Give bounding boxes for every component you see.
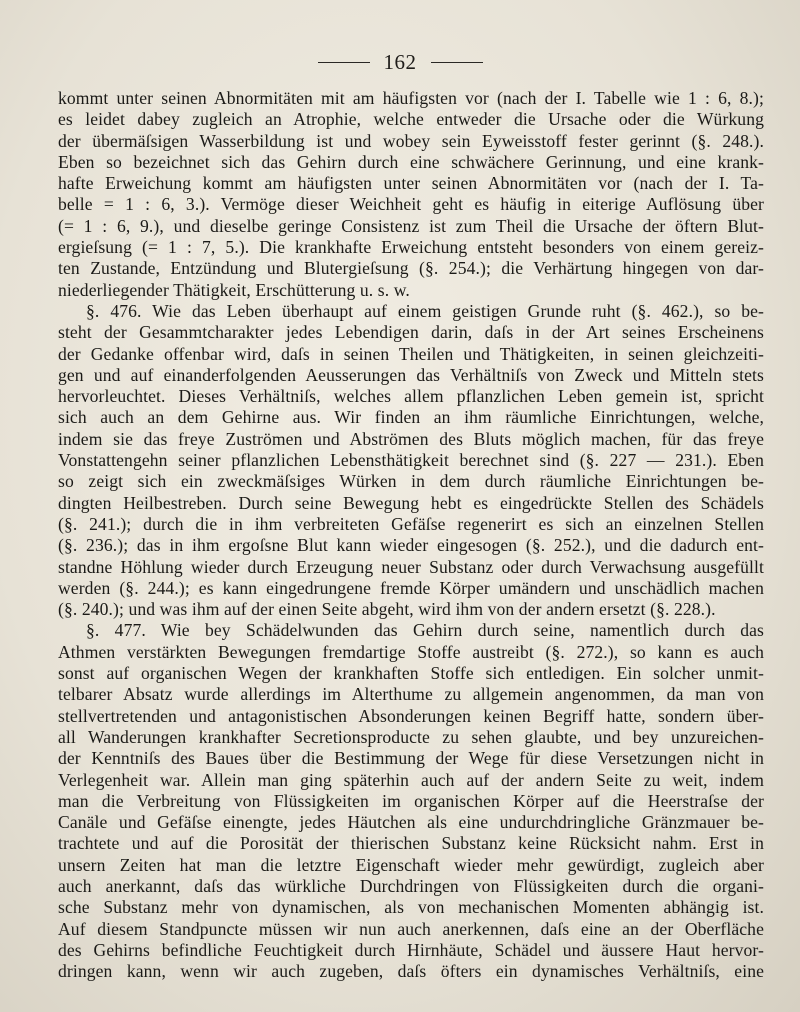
- text-line: standne Höhlung wieder durch Erzeugung neuer Substanz oder durch Verwachsung ausgefüllt: [58, 556, 764, 577]
- text-line: (= 1 : 6, 9.), und dieselbe geringe Consistenz ist zum Theil die Ursache der öftern Blut-: [58, 215, 764, 236]
- text-line: indem sie das freye Zuströmen und Abströmen des Bluts möglich machen, für das freye: [58, 428, 764, 449]
- text-line: man die Verbreitung von Flüssigkeiten im organischen Körper auf die Heerstraſse der: [58, 790, 764, 811]
- text-line: Athmen verstärkten Bewegungen fremdartige Stoffe austreibt (§. 272.), so kann es auch: [58, 641, 764, 662]
- page-number: 162: [383, 50, 417, 74]
- text-line: trachtete und auf die Porosität der thierischen Substanz keine Rücksicht nahm. Erst in: [58, 833, 764, 854]
- text-line: telbarer Absatz wurde allerdings im Alterthume zu allgemein angenommen, da man von: [58, 684, 764, 705]
- text-line: Verlegenheit war. Allein man ging späterhin auch auf der andern Seite zu weit, indem: [58, 769, 764, 790]
- text-line: der übermäſsigen Wasserbildung ist und wobey sein Eyweisstoff fester gerinnt (§. 248.).: [58, 130, 764, 151]
- text-line: Vonstattengehn seiner pflanzlichen Lebensthätigkeit berechnet sind (§. 227 — 231.). Eben: [58, 450, 764, 471]
- text-line: all Wanderungen krankhafter Secretionsproducte zu sehen glaubte, und bey unzureichen-: [58, 726, 764, 747]
- text-line: sich auch an dem Gehirne aus. Wir finden an ihm räumliche Einrichtungen, welche,: [58, 407, 764, 428]
- text-line: Canäle und Gefäſse einengte, jedes Häutchen als eine undurchdringliche Gränzmauer be-: [58, 812, 764, 833]
- text-line: werden (§. 244.); es kann eingedrungene fremde Körper umändern und unschädlich machen: [58, 577, 764, 598]
- text-line: §. 476. Wie das Leben überhaupt auf einem geistigen Grunde ruht (§. 462.), so be-: [86, 300, 764, 321]
- text-line: ergieſsung (= 1 : 7, 5.). Die krankhafte Erweichung entsteht besonders von einem gereiz-: [58, 237, 764, 258]
- text-line: kommt unter seinen Abnormitäten mit am häufigsten vor (nach der I. Tabelle wie 1 : 6, 8.);: [58, 88, 764, 108]
- text-line: unsern Zeiten hat man die letztre Eigenschaft wieder mehr gewürdigt, zugleich aber: [58, 854, 764, 875]
- text-line: es leidet dabey zugleich an Atrophie, welche entweder die Ursache oder die Würkung: [58, 109, 764, 130]
- text-line: auch anerkannt, daſs das würkliche Durchdringen von Flüssigkeiten durch die organi-: [58, 875, 764, 896]
- text-line: so zeigt sich ein zweckmäſsiges Würken in dem durch räumliche Einrichtungen be-: [58, 471, 764, 492]
- page-header: [0, 50, 800, 75]
- header-rule-left: [318, 62, 370, 63]
- text-line: (§. 241.); durch die in ihm verbreiteten Gefäſse regenerirt es sich an einzelnen Stellen: [58, 513, 764, 534]
- text-body: [58, 88, 764, 982]
- text-line: der Gedanke offenbar wird, daſs in seinen Theilen und Thätigkeiten, in seinen gleichzeiti-: [58, 343, 764, 364]
- text-line: der Kenntniſs des Baues über die Bestimmung der Wege für diese Versetzungen nicht in: [58, 748, 764, 769]
- text-line: dringen kann, wenn wir auch zugeben, daſs öfters ein dynamisches Verhältniſs, eine: [58, 961, 764, 982]
- text-line: hervorleuchtet. Dieses Verhältniſs, welches allem pflanzlichen Leben gemein ist, spricht: [58, 386, 764, 407]
- text-line: sonst auf organischen Wegen der krankhaften Stoffe sich entledigen. Ein solcher unmit-: [58, 663, 764, 684]
- text-line: des Gehirns befindliche Feuchtigkeit durch Hirnhäute, Schädel und äussere Haut hervor-: [58, 939, 764, 960]
- text-line: steht der Gesammtcharakter jedes Lebendigen darin, daſs in der Art seines Erscheinens: [58, 322, 764, 343]
- header-rule-right: [431, 62, 483, 63]
- text-line: §. 477. Wie bey Schädelwunden das Gehirn durch seine, namentlich durch das: [86, 620, 764, 641]
- text-line: (§. 236.); das in ihm ergoſsne Blut kann wieder eingesogen (§. 252.), und die dadurch ent-: [58, 535, 764, 556]
- text-line: Auf diesem Standpuncte müssen wir nun auch anerkennen, daſs eine an der Oberfläche: [58, 918, 764, 939]
- text-line: Eben so bezeichnet sich das Gehirn durch eine schwächere Gerinnung, und eine krank-: [58, 151, 764, 172]
- text-line: belle = 1 : 6, 3.). Vermöge dieser Weichheit geht es häufig in eiterige Auflösung über: [58, 194, 764, 215]
- text-line: sche Substanz mehr von dynamischen, als von mechanischen Momenten abhängig ist.: [58, 897, 764, 918]
- text-line: stellvertretenden und antagonistischen Absonderungen keinen Begriff hatte, sondern über-: [58, 705, 764, 726]
- text-line: (§. 240.); und was ihm auf der einen Seite abgeht, wird ihm von der andern ersetzt (§. 228.).: [58, 599, 716, 620]
- text-line: hafte Erweichung kommt am häufigsten unter seinen Abnormitäten vor (nach der I. Ta-: [58, 173, 764, 194]
- text-line: gen und auf einanderfolgenden Aeusserungen das Verhältniſs von Zweck und Mitteln stets: [58, 364, 764, 385]
- text-line: dingten Heilbestreben. Durch seine Bewegung hebt es eingedrückte Stellen des Schädels: [58, 492, 764, 513]
- text-line: ten Zustande, Entzündung und Blutergieſsung (§. 254.); die Verhärtung hingegen von dar-: [58, 258, 764, 279]
- text-line: niederliegender Thätigkeit, Erschütterung u. s. w.: [58, 279, 410, 300]
